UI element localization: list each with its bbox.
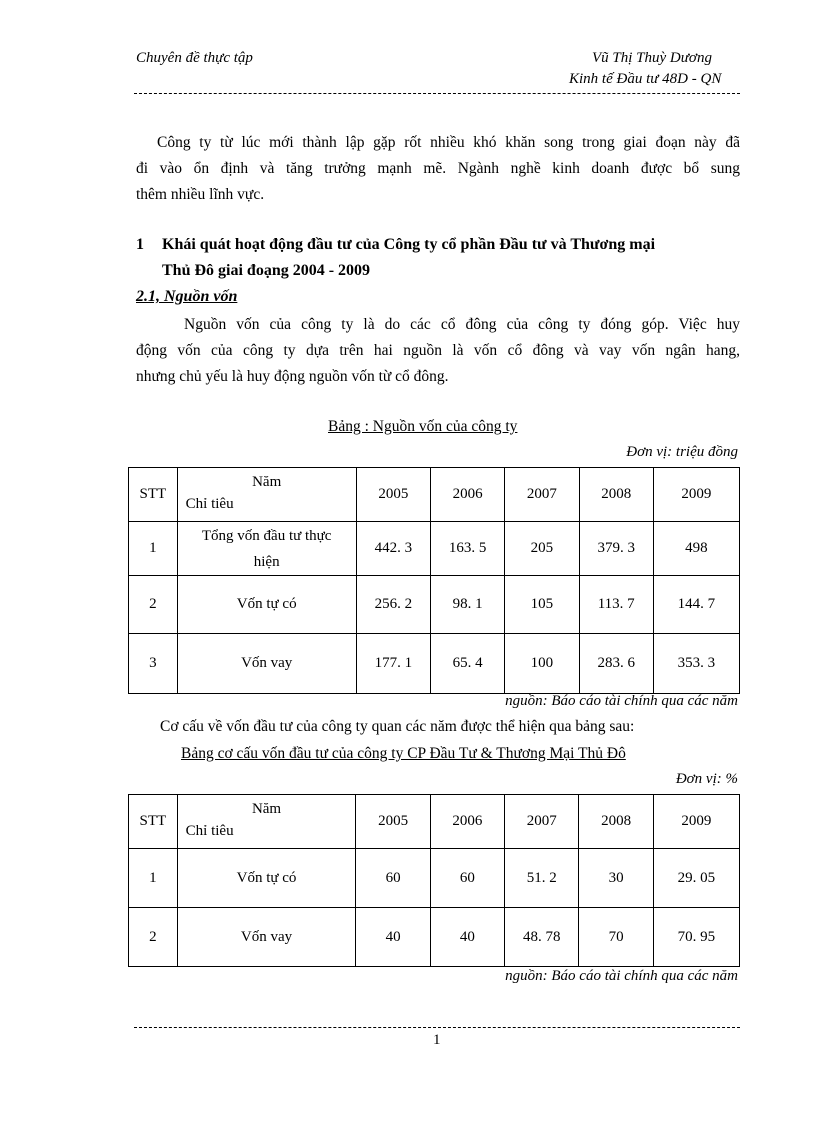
- page-number: 1: [433, 1032, 441, 1048]
- table2-year: 2009: [653, 795, 739, 849]
- structure-intro: Cơ cấu về vốn đầu tư của công ty quan các năm được thể hiện qua bảng sau:: [160, 718, 635, 735]
- table1-corner-cell: [177, 468, 356, 522]
- table1-cell: 144. 7: [653, 576, 739, 634]
- subsection-title: 2.1, Nguồn vốn: [136, 288, 238, 305]
- table1-header-row: [129, 468, 740, 522]
- section-title-line1: Khái quát hoạt động đầu tư của Công ty cổ phần Đầu tư và Thương mại: [162, 236, 656, 253]
- table1-cell: 65. 4: [431, 634, 505, 694]
- table2-row-label: Vốn vay: [177, 908, 356, 967]
- table1-cell: 177. 1: [356, 634, 430, 694]
- table1-stt-header: STT: [129, 468, 178, 522]
- table1-cell: 105: [505, 576, 579, 634]
- table2-cell: 70. 95: [653, 908, 739, 967]
- table-row: [129, 908, 740, 967]
- table1-year: 2007: [505, 468, 579, 522]
- table2-source: nguồn: Báo cáo tài chính qua các năm: [505, 968, 738, 984]
- table2-stt: 2: [129, 908, 178, 967]
- table2-row-label: Vốn tự có: [177, 849, 356, 908]
- table1-stt: 2: [129, 576, 178, 634]
- intro-paragraph: [136, 130, 740, 208]
- table2-year: 2007: [505, 795, 579, 849]
- table1-cell: 353. 3: [653, 634, 739, 694]
- table1-corner-item: Chỉ tiêu: [185, 496, 234, 512]
- table2-cell: 70: [579, 908, 653, 967]
- table2-year: 2005: [356, 795, 430, 849]
- table2-cell: 48. 78: [505, 908, 579, 967]
- table1-year: 2008: [579, 468, 653, 522]
- table-row: [129, 849, 740, 908]
- table1-caption: Bảng : Nguồn vốn của công ty: [328, 418, 518, 435]
- table2-cell: 60: [356, 849, 430, 908]
- table2-stt: 1: [129, 849, 178, 908]
- table1-cell: 100: [505, 634, 579, 694]
- table2-corner-cell: [177, 795, 356, 849]
- table1-year: 2005: [356, 468, 430, 522]
- table2-year: 2006: [430, 795, 504, 849]
- table-row: [129, 522, 740, 576]
- intro-line: Công ty từ lúc mới thành lập gặp rốt nhiều khó khăn song trong giai đoạn này đã: [157, 134, 740, 151]
- table2-caption: Bảng cơ cấu vốn đầu tư của công ty CP Đầu Tư & Thương Mại Thủ Đô: [181, 745, 626, 762]
- table2-cell: 40: [356, 908, 430, 967]
- header-left: Chuyên đề thực tập: [136, 50, 253, 66]
- table1-year: 2009: [653, 468, 739, 522]
- section-title-line2: Thủ Đô giai đoạng 2004 - 2009: [162, 262, 371, 279]
- table1-row-label: Vốn vay: [177, 634, 356, 694]
- table1-cell: 283. 6: [579, 634, 653, 694]
- table1-row-label: Tổng vốn đầu tư thực hiện: [177, 522, 356, 576]
- table-row: [129, 576, 740, 634]
- table1-cell: 442. 3: [356, 522, 430, 576]
- table1-cell: 256. 2: [356, 576, 430, 634]
- table1-cell: 498: [653, 522, 739, 576]
- table1-stt: 3: [129, 634, 178, 694]
- table1-unit: Đơn vị: triệu đồng: [626, 444, 738, 460]
- table1-corner-year: Năm: [252, 474, 282, 490]
- header-class: Kinh tế Đầu tư 48D - QN: [569, 71, 722, 87]
- header-author: Vũ Thị Thuỳ Dương: [592, 50, 712, 66]
- table2-header-row: [129, 795, 740, 849]
- table2-cell: 60: [430, 849, 504, 908]
- section-number: 1: [136, 236, 144, 253]
- footer-divider: [134, 1027, 740, 1028]
- table2-corner-item: Chỉ tiêu: [185, 823, 234, 839]
- table2-cell: 51. 2: [505, 849, 579, 908]
- table1-cell: 205: [505, 522, 579, 576]
- table1-cell: 163. 5: [431, 522, 505, 576]
- intro-line: đi vào ổn định và tăng trưởng mạnh mẽ. Ngành nghề kinh doanh được bổ sung: [136, 160, 740, 177]
- funding-paragraph: [136, 312, 740, 390]
- table2-cell: 29. 05: [653, 849, 739, 908]
- table2: [128, 794, 740, 967]
- funding-line: nhưng chủ yếu là huy động nguồn vốn từ cổ đông.: [136, 368, 449, 385]
- table-row: [129, 634, 740, 694]
- table1-cell: 98. 1: [431, 576, 505, 634]
- table2-unit: Đơn vị: %: [675, 771, 738, 787]
- table2-cell: 40: [430, 908, 504, 967]
- table1-row-label: Vốn tự có: [177, 576, 356, 634]
- header-divider: [134, 93, 740, 94]
- table1-year: 2006: [431, 468, 505, 522]
- table1-source: nguồn: Báo cáo tài chính qua các năm: [505, 693, 738, 709]
- table1-cell: 113. 7: [579, 576, 653, 634]
- funding-line: động vốn của công ty dựa trên hai nguồn là vốn cổ đông và vay vốn ngân hang,: [136, 342, 740, 359]
- table2-year: 2008: [579, 795, 653, 849]
- intro-line: thêm nhiều lĩnh vực.: [136, 186, 265, 203]
- table1: [128, 467, 740, 694]
- table2-cell: 30: [579, 849, 653, 908]
- funding-line: Nguồn vốn của công ty là do các cổ đông của công ty đóng góp. Việc huy: [184, 316, 740, 333]
- table1-cell: 379. 3: [579, 522, 653, 576]
- table2-stt-header: STT: [129, 795, 178, 849]
- table2-corner-year: Năm: [251, 801, 282, 817]
- table1-stt: 1: [129, 522, 178, 576]
